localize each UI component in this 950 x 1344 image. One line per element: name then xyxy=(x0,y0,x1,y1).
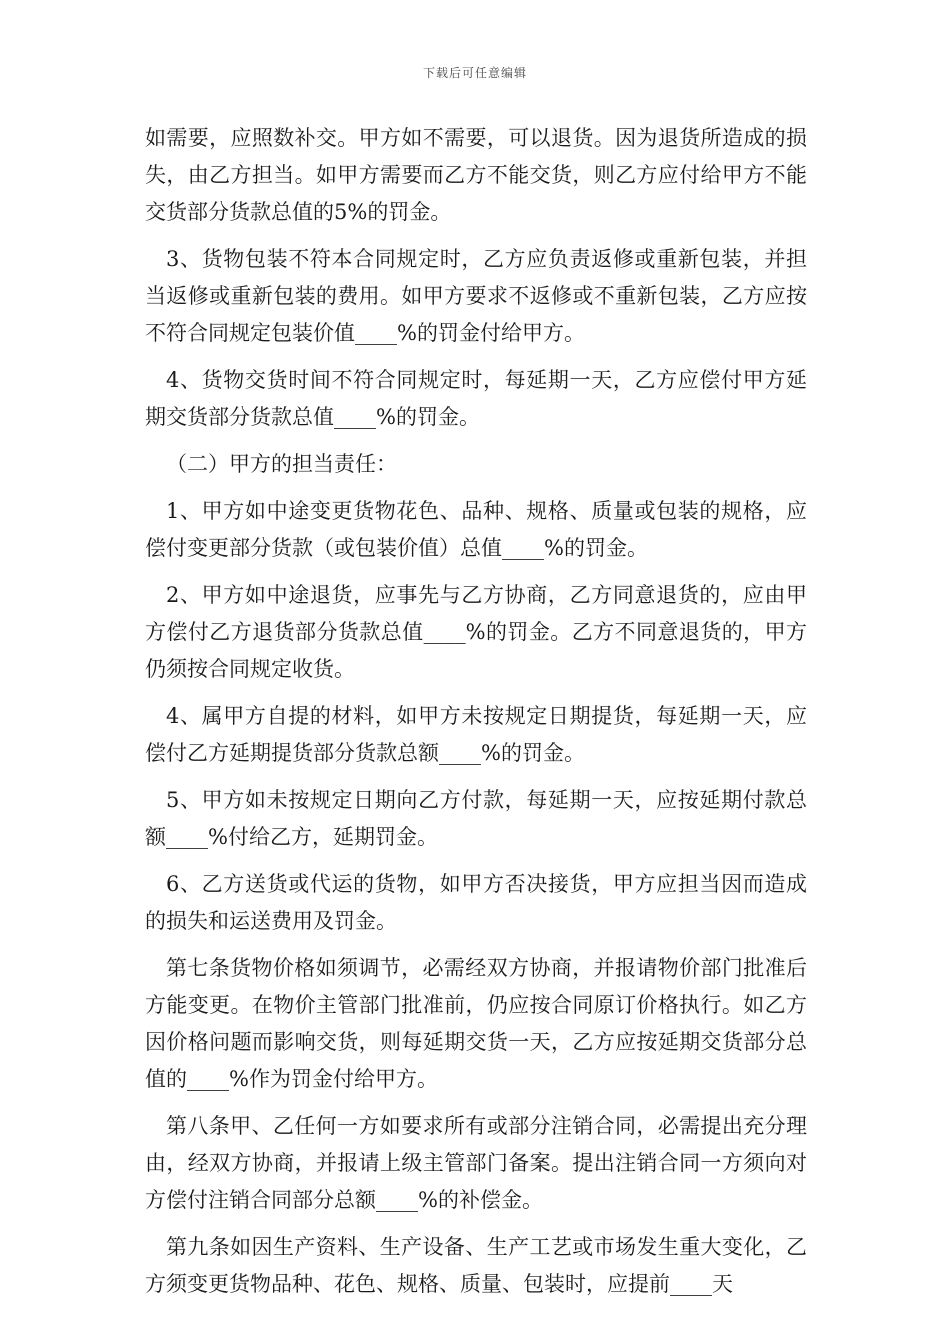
paragraph-6: 2、甲方如中途退货，应事先与乙方协商，乙方同意退货的，应由甲方偿付乙方退货部分货款总值____%的罚金。乙方不同意退货的，甲方仍须按合同规定收货。 xyxy=(145,583,807,681)
paragraph-8: 5、甲方如未按规定日期向乙方付款，每延期一天，应按延期付款总额____%付给乙方，延期罚金。 xyxy=(145,788,807,849)
paragraph-1: 如需要，应照数补交。甲方如不需要，可以退货。因为退货所造成的损失，由乙方担当。如甲方需要而乙方不能交货，则乙方应付给甲方不能交货部分货款总值的5%的罚金。 xyxy=(145,126,807,224)
paragraph-5: 1、甲方如中途变更货物花色、品种、规格、质量或包装的规格，应偿付变更部分货款（或包装价值）总值____%的罚金。 xyxy=(145,499,807,560)
paragraph-9: 6、乙方送货或代运的货物，如甲方否决接货，甲方应担当因而造成的损失和运送费用及罚金。 xyxy=(145,872,807,933)
article-eight: 第八条甲、乙任何一方如要求所有或部分注销合同，必需提出充分理由，经双方协商，并报请上级主管部门备案。提出注销合同一方须向对方偿付注销合同部分总额____%的补偿金。 xyxy=(145,1114,807,1212)
paragraph-2: 3、货物包装不符本合同规定时，乙方应负责返修或重新包装，并担当返修或重新包装的费用。如甲方要求不返修或不重新包装，乙方应按不符合同规定包装价值____%的罚金付给甲方。 xyxy=(145,247,807,345)
page-header: 下载后可任意编辑 xyxy=(422,66,527,80)
article-seven: 第七条货物价格如须调节，必需经双方协商，并报请物价部门批准后方能变更。在物价主管部门批准前，仍应按合同原订价格执行。如乙方因价格问题而影响交货，则每延期交货一天，乙方应按延期交货部分总值的____%作为罚金付给甲方。 xyxy=(145,956,807,1091)
section-heading: （二）甲方的担当责任： xyxy=(166,452,397,476)
document-body xyxy=(145,120,807,1313)
article-nine: 第九条如因生产资料、生产设备、生产工艺或市场发生重大变化，乙方须变更货物品种、花色、规格、质量、包装时，应提前____天 xyxy=(145,1235,807,1296)
paragraph-7: 4、属甲方自提的材料，如甲方未按规定日期提货，每延期一天，应偿付乙方延期提货部分货款总额____%的罚金。 xyxy=(145,704,807,765)
paragraph-3: 4、货物交货时间不符合同规定时，每延期一天，乙方应偿付甲方延期交货部分货款总值____%的罚金。 xyxy=(145,368,807,429)
